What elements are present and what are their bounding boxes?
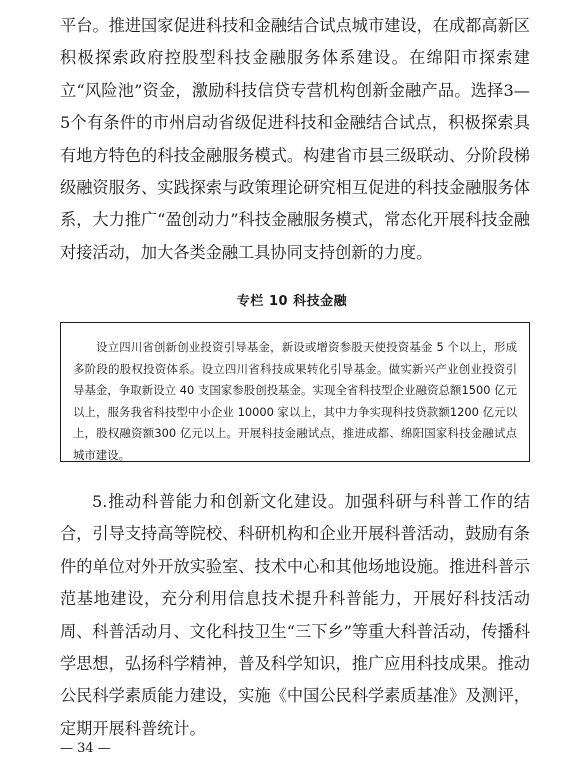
column-box bbox=[60, 322, 530, 462]
column-box-title: 专栏 10 科技金融 bbox=[236, 294, 348, 309]
body-paragraph-continued: 平台。推进国家促进科技和金融结合试点城市建设，在成都高新区积极探索政府控股型科技金融服务体系建设。在绵阳市探索建立“风险池”资金，激励科技信贷专营机构创新金融产品。选择3—5个有条件的市州启动省级促进科技和金融结合试点，积极探索具有地方特色的科技金融服务模式。构建省市县三级联动、分阶段梯级融资服务、实践探索与政策理论研究相互促进的科技金融服务体系，大力推广“盈创动力”科技金融服务模式，常态化开展科技金融对接活动，加大各类金融工具协同支持创新的力度。 bbox=[60, 16, 530, 262]
page-number: — 34 — bbox=[60, 741, 111, 756]
body-paragraph-section-5: 5.推动科普能力和创新文化建设。加强科研与科普工作的结合，引导支持高等院校、科研机构和企业开展科普活动，鼓励有条件的单位对外开放实验室、技术中心和其他场地设施。推进科普示范基地建设，充分利用信息技术提升科普能力，开展好科技活动周、科普活动月、文化科技卫生“三下乡”等重大科普活动，传播科学思想，弘扬科学精神，普及科学知识，推广应用科技成果。推动公民科学素质能力建设，实施《中国公民科学素质基准》及测评，定期开展科普统计。 bbox=[60, 492, 530, 738]
column-box-text: 设立四川省创新创业投资引导基金，新设或增资参股天使投资基金 5 个以上，形成多阶段的股权投资体系。设立四川省科技成果转化引导基金。做实新兴产业创业投资引导基金，争取新设立 40 支国家参股创投基金。实现全省科技型企业融资总额1500 亿元以上，服务我省科技型中小企业 10000 家以上，其中力争实现科技贷款额1200 亿元以上，股权融资额300 亿元以上。开展科技金融试点，推进成都、绵阳国家科技金融试点城市建设。 bbox=[73, 340, 517, 462]
